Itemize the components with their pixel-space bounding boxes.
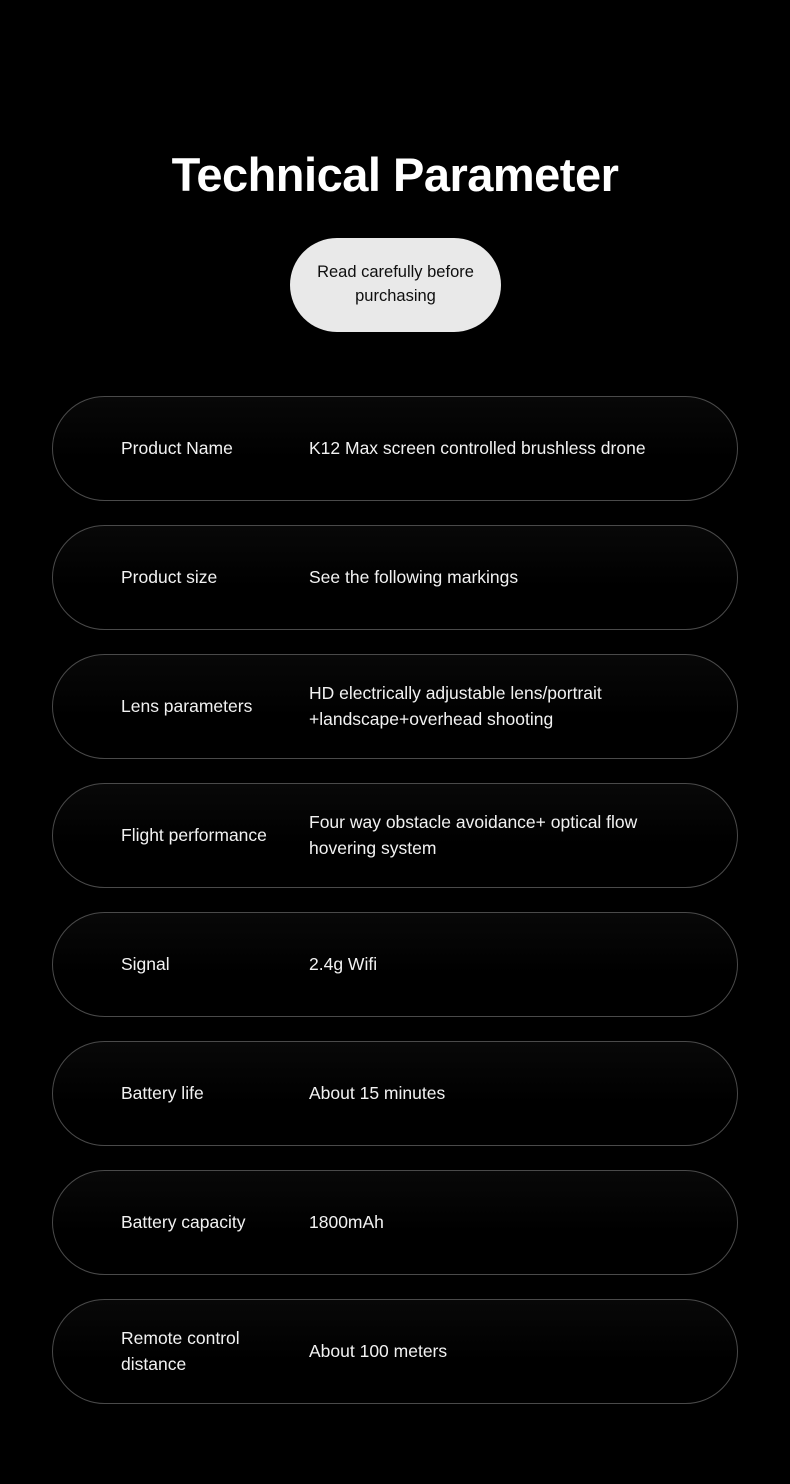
- table-row: [52, 654, 738, 759]
- spec-label: Product Name: [121, 437, 233, 458]
- spec-value: Four way obstacle avoidance+ optical flow hovering system: [309, 812, 638, 858]
- spec-value: About 100 meters: [309, 1340, 448, 1361]
- spec-label: Battery life: [121, 1082, 204, 1103]
- read-carefully-badge: [290, 238, 501, 332]
- spec-value: See the following markings: [309, 566, 519, 587]
- spec-value: About 15 minutes: [309, 1082, 446, 1103]
- table-row: [52, 1041, 738, 1146]
- badge-label: Read carefully before purchasing: [317, 263, 474, 305]
- spec-value: K12 Max screen controlled brushless drone: [309, 437, 646, 458]
- table-row: [52, 912, 738, 1017]
- spec-value: 1800mAh: [309, 1211, 384, 1232]
- spec-list: [52, 396, 738, 1428]
- page-title: Technical Parameter: [171, 148, 619, 201]
- table-row: [52, 1299, 738, 1404]
- table-row: [52, 783, 738, 888]
- spec-label: Signal: [121, 953, 170, 974]
- table-row: [52, 525, 738, 630]
- table-row: [52, 1170, 738, 1275]
- spec-label: Product size: [121, 566, 218, 587]
- spec-label: Remote control distance: [121, 1328, 240, 1374]
- spec-value: 2.4g Wifi: [309, 953, 378, 974]
- table-row: [52, 396, 738, 501]
- spec-label: Battery capacity: [121, 1211, 246, 1232]
- spec-label: Flight performance: [121, 824, 267, 845]
- spec-label: Lens parameters: [121, 695, 253, 716]
- spec-value: HD electrically adjustable lens/portrait +landscape+overhead shooting: [309, 683, 602, 729]
